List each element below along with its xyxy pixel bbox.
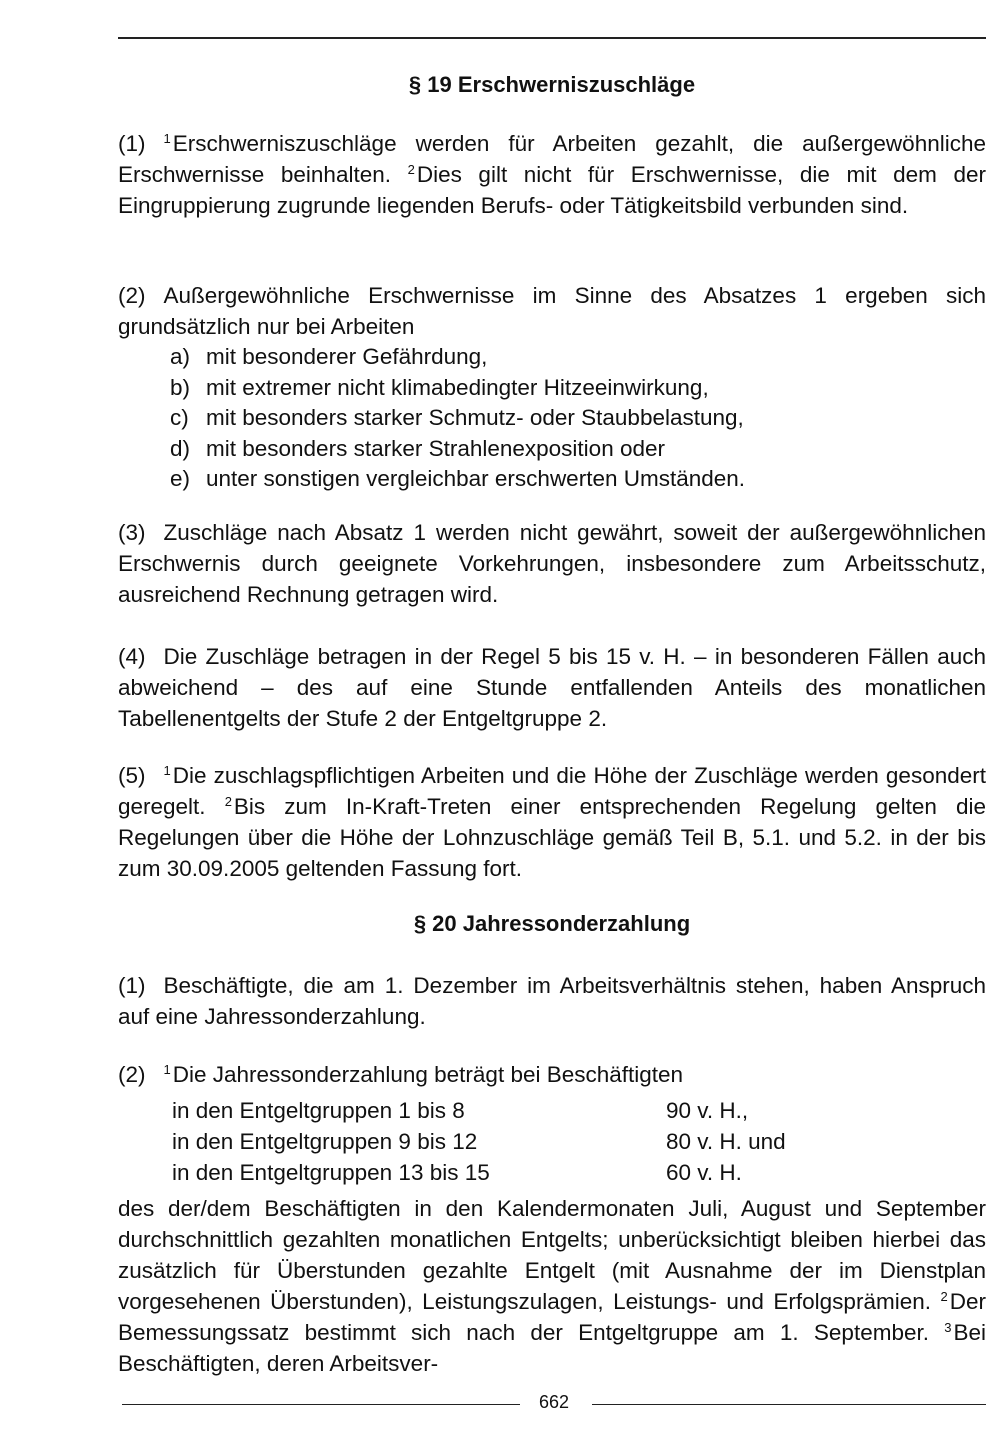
sentence-number: 2 <box>224 794 232 809</box>
sentence-number: 1 <box>163 131 171 146</box>
rate-row <box>172 1157 972 1188</box>
paragraph-text: des der/dem Beschäftigten in den Kalendermonaten Juli, August und September durchschnittlich gezahlten monatlichen Entgelts; unberücksichtigt bleiben hierbei das zusätzlich für Überstunden gezahlte Entgelt (mit Ausnahme der im Dienstplan vorgesehenen Überstunden), Leistungszulagen, Leistungs- und Erfolgsprämien. <box>118 1196 986 1314</box>
s20-rate-table <box>172 1095 972 1188</box>
rate-group: in den Entgeltgruppen 1 bis 8 <box>172 1098 465 1123</box>
rate-value: 80 v. H. und <box>666 1129 786 1154</box>
section-19-title: § 19 Erschwerniszuschläge <box>408 72 696 97</box>
list-letter: a) <box>170 344 191 369</box>
s20-paragraph-1 <box>118 970 986 1032</box>
footer-rule-left <box>122 1404 520 1405</box>
paragraph-text: Beschäftigte, die am 1. Dezember im Arbeitsverhältnis stehen, haben Anspruch auf eine Jahressonderzahlung. <box>118 973 986 1029</box>
paragraph-label: (3) <box>118 520 146 545</box>
list-item-text: mit besonders starker Schmutz- oder Staubbelastung, <box>206 405 744 430</box>
s19-paragraph-1 <box>118 128 986 221</box>
rate-row <box>172 1126 972 1157</box>
sentence-number: 3 <box>944 1320 952 1335</box>
s19-paragraph-4 <box>118 641 986 734</box>
s19-paragraph-3 <box>118 517 986 610</box>
paragraph-text: Außergewöhnliche Erschwernisse im Sinne des Absatzes 1 ergeben sich grundsätzlich nur bei Arbeiten <box>118 283 986 339</box>
paragraph-label: (2) <box>118 283 146 308</box>
list-letter: e) <box>170 466 191 491</box>
list-item <box>170 403 970 434</box>
list-letter: c) <box>170 405 189 430</box>
s19-paragraph-5 <box>118 760 986 884</box>
sentence-number: 2 <box>407 162 415 177</box>
rate-value: 60 v. H. <box>666 1160 742 1185</box>
s20-paragraph-2-body <box>118 1193 986 1379</box>
paragraph-label: (2) <box>118 1062 146 1087</box>
s20-paragraph-2-intro <box>118 1059 986 1090</box>
list-item <box>170 464 970 495</box>
paragraph-text: Der Bemessungssatz bestimmt sich nach der Entgeltgruppe am 1. September. <box>118 1289 986 1345</box>
s19-paragraph-2 <box>118 280 986 342</box>
rate-row <box>172 1095 972 1126</box>
list-item-text: mit besonderer Gefährdung, <box>206 344 488 369</box>
paragraph-text: Die Zuschläge betragen in der Regel 5 bis 15 v. H. – in besonderen Fällen auch abweichend – des auf eine Stunde entfallenden Anteils des monatlichen Tabellenentgelts der Stufe 2 der Entgeltgruppe 2. <box>118 644 986 731</box>
paragraph-text: Erschwerniszuschläge werden für Arbeiten gezahlt, die außergewöhnliche Erschwernisse beinhalten. <box>118 131 986 187</box>
sentence-number: 1 <box>163 1062 171 1077</box>
list-item-text: mit besonders starker Strahlenexposition oder <box>206 435 665 461</box>
paragraph-text: Bis zum In-Kraft-Treten einer entsprechenden Regelung gelten die Regelungen über die Höhe der Lohnzuschläge gemäß Teil B, 5.1. und 5.2. in der bis zum 30.09.2005 geltenden Fassung fort. <box>118 794 986 881</box>
paragraph-text: Die zuschlagspflichtigen Arbeiten und die Höhe der Zuschläge werden gesondert geregelt. <box>118 763 986 819</box>
list-item <box>170 434 970 465</box>
sentence-number: 2 <box>940 1289 948 1304</box>
rate-group: in den Entgeltgruppen 13 bis 15 <box>172 1160 490 1185</box>
rate-value: 90 v. H., <box>666 1098 749 1123</box>
paragraph-label: (5) <box>118 763 146 788</box>
s19-hazard-list <box>170 342 970 495</box>
paragraph-text: Bei Beschäftigten, deren Arbeitsver- <box>118 1320 986 1376</box>
paragraph-text: Zuschläge nach Absatz 1 werden nicht gewährt, soweit der außergewöhnlichen Erschwernis durch geeignete Vorkehrungen, insbesondere zum Arbeitsschutz, ausreichend Rechnung getragen wird. <box>118 520 986 607</box>
list-letter: b) <box>170 374 191 400</box>
list-letter: d) <box>170 435 191 461</box>
header-rule <box>118 37 986 39</box>
footer-rule-right <box>592 1404 986 1405</box>
section-20-title: § 20 Jahressonderzahlung <box>413 911 691 936</box>
list-item <box>170 342 970 373</box>
list-item-text: mit extremer nicht klimabedingter Hitzeeinwirkung, <box>206 374 709 400</box>
rate-group: in den Entgeltgruppen 9 bis 12 <box>172 1129 478 1154</box>
list-item <box>170 373 970 404</box>
list-item-text: unter sonstigen vergleichbar erschwerten Umständen. <box>206 466 746 491</box>
paragraph-label: (4) <box>118 644 146 669</box>
paragraph-text: Die Jahressonderzahlung beträgt bei Beschäftigten <box>172 1062 684 1087</box>
paragraph-text: Dies gilt nicht für Erschwernisse, die mit dem der Eingruppierung zugrunde liegenden Berufs- oder Tätigkeitsbild verbunden sind. <box>118 162 986 218</box>
sentence-number: 1 <box>163 763 171 778</box>
paragraph-label: (1) <box>118 131 146 156</box>
paragraph-label: (1) <box>118 973 146 998</box>
page-number: 662 <box>538 1392 570 1412</box>
